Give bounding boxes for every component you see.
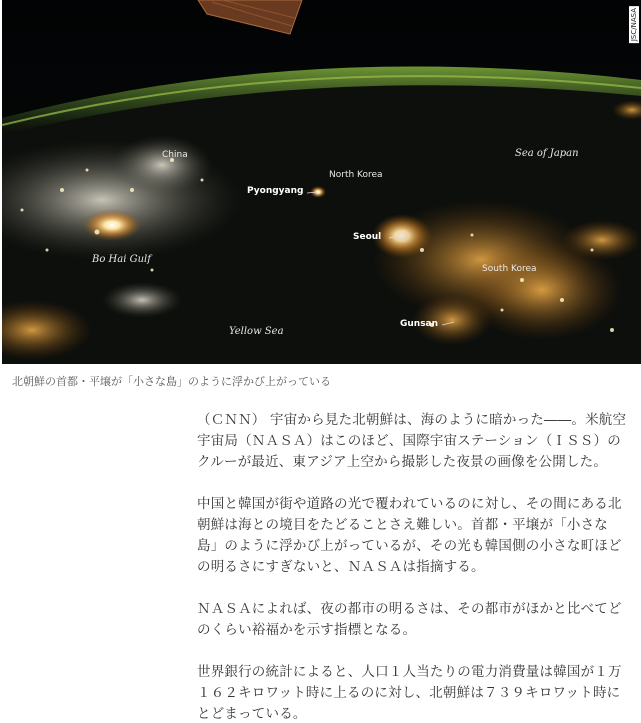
article-paragraph: ＮＡＳＡによれば、夜の都市の明るさは、その都市がほかと比べてどのくらい裕福かを示す指標となる。 — [197, 601, 622, 638]
photo-caption: 北朝鮮の首都・平壌が「小さな島」のように浮かび上がっている — [12, 375, 331, 388]
label-pyongyang: Pyongyang — [247, 186, 304, 196]
label-south-korea: South Korea — [482, 264, 537, 274]
article-paragraph: 中国と韓国が街や道路の光で覆われているのに対し、その間にある北朝鮮は海との境目をたどることさえ難しい。首都・平壌が「小さな島」のように浮かび上がっているが、その光も韓国側の小さな町ほどの明るさにすぎないと、ＮＡＳＡは指摘する。 — [197, 496, 622, 575]
night-satellite-photo — [2, 0, 641, 364]
article-body — [197, 410, 627, 723]
label-sea-of-japan: Sea of Japan — [515, 148, 579, 159]
label-yellow-sea: Yellow Sea — [229, 326, 284, 337]
article-paragraph: （ＣＮＮ） 宇宙から見た北朝鮮は、海のように暗かった――。米航空宇宙局（ＮＡＳＡ）はこのほど、国際宇宙ステーション（ＩＳＳ）のクルーが最近、東アジア上空から撮影した夜景の画像を公開した。 — [197, 412, 627, 470]
photo-credit: JSC/NASA — [630, 8, 638, 42]
photo-art — [2, 0, 641, 364]
label-north-korea: North Korea — [329, 170, 383, 180]
label-china: China — [162, 150, 188, 160]
article-paragraph: 世界銀行の統計によると、人口１人当たりの電力消費量は韓国が１万１６２キロワット時に上るのに対し、北朝鮮は７３９キロワット時にとどまっている。 — [197, 664, 622, 722]
label-gunsan: Gunsan — [400, 319, 439, 329]
label-seoul: Seoul — [353, 232, 382, 242]
label-bo-hai-gulf: Bo Hai Gulf — [92, 254, 151, 265]
